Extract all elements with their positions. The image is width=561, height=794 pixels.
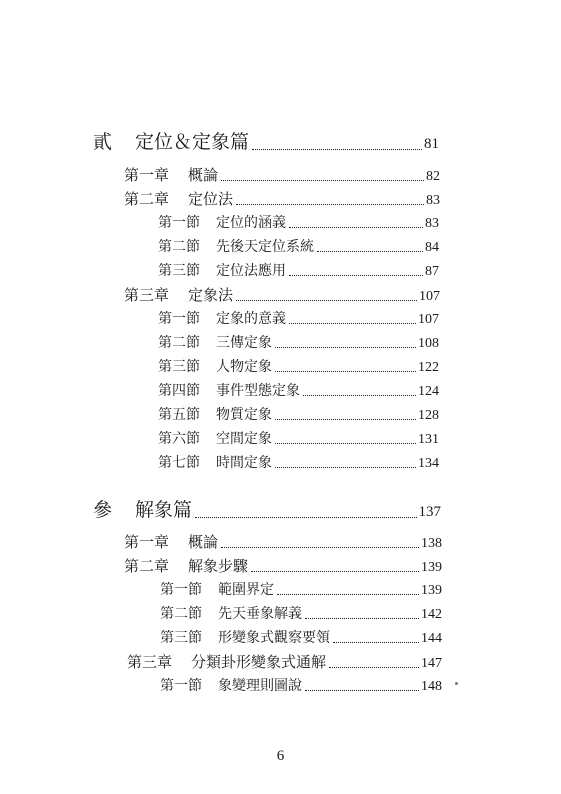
dot-leader [275, 419, 416, 420]
section-number: 第六節 [158, 431, 200, 447]
toc-section [158, 212, 439, 232]
toc-section [160, 603, 442, 623]
chapter-title: 定象法 [188, 286, 234, 304]
page-ref: 134 [418, 456, 439, 471]
dot-leader [252, 149, 422, 150]
page-ref: 148 [421, 679, 442, 694]
section-title: 形變象式觀察要領 [218, 630, 330, 646]
chapter-number: 第一章 [124, 533, 170, 551]
page-ref: 81 [424, 136, 439, 152]
chapter-title: 概論 [188, 533, 219, 551]
chapter-number: 第二章 [124, 190, 170, 208]
page-ref: 107 [419, 289, 440, 304]
chapter-number: 第三章 [124, 286, 170, 304]
chapter-number: 第二章 [124, 557, 170, 575]
section-title: 先天垂象解義 [218, 606, 302, 622]
section-number: 第二節 [160, 606, 202, 622]
page-ref: 138 [421, 536, 442, 551]
page-ref: 107 [418, 312, 439, 327]
section-number: 第七節 [158, 455, 200, 471]
section-number: 第一節 [158, 215, 200, 231]
toc-chapter [124, 531, 442, 552]
section-number: 第三節 [160, 630, 202, 646]
section-number: 第三節 [158, 359, 200, 375]
page-ref: 142 [421, 607, 442, 622]
section-title: 三傳定象 [216, 335, 272, 351]
page-ref: 82 [426, 169, 440, 184]
dot-leader [275, 443, 416, 444]
toc-section [158, 332, 439, 352]
scan-speck [455, 682, 458, 685]
toc-section [158, 428, 439, 448]
page-ref: 131 [418, 432, 439, 447]
chapter-title: 解象步驟 [188, 557, 249, 575]
toc-section [160, 675, 442, 695]
page-ref: 124 [418, 384, 439, 399]
page-ref: 137 [418, 504, 441, 520]
dot-leader [195, 517, 416, 518]
dot-leader [251, 571, 419, 572]
section-number: 第一節 [158, 311, 200, 327]
section-number: 第二節 [158, 335, 200, 351]
dot-leader [275, 347, 416, 348]
page-ref: 139 [421, 560, 442, 575]
dot-leader [221, 180, 424, 181]
section-number: 第二節 [158, 239, 200, 255]
section-title: 範圍界定 [218, 582, 274, 598]
page-ref: 144 [421, 631, 442, 646]
toc-chapter [124, 164, 440, 185]
section-title: 定位的涵義 [216, 215, 286, 231]
dot-leader [289, 227, 423, 228]
section-number: 第五節 [158, 407, 200, 423]
toc-chapter [124, 555, 442, 576]
section-title: 時間定象 [216, 455, 272, 471]
toc-section [160, 579, 442, 599]
chapter-number: 第一章 [124, 166, 170, 184]
dot-leader [305, 618, 419, 619]
dot-leader [236, 204, 424, 205]
page-ref: 83 [425, 216, 439, 231]
dot-leader [277, 594, 419, 595]
section-title: 事件型態定象 [216, 383, 300, 399]
page-ref: 108 [418, 336, 439, 351]
dot-leader [305, 690, 419, 691]
dot-leader [289, 275, 423, 276]
part-title: 解象篇 [135, 499, 193, 521]
section-number: 第四節 [158, 383, 200, 399]
dot-leader [289, 323, 416, 324]
dot-leader [329, 667, 419, 668]
toc-section [160, 627, 442, 647]
toc-section [158, 452, 439, 472]
toc-chapter [124, 188, 440, 209]
chapter-title: 概論 [188, 166, 219, 184]
page-ref: 139 [421, 583, 442, 598]
toc-section [158, 404, 439, 424]
page-ref: 122 [418, 360, 439, 375]
toc-section [158, 308, 439, 328]
toc-section [158, 380, 439, 400]
section-title: 定位法應用 [216, 263, 286, 279]
part-number: 貳 [93, 131, 113, 153]
chapter-title: 定位法 [188, 190, 234, 208]
toc-section [158, 260, 439, 280]
toc-section [158, 356, 439, 376]
toc-part [93, 495, 441, 522]
part-title: 定位＆定象篇 [135, 131, 250, 153]
toc-section [158, 236, 439, 256]
dot-leader [275, 467, 416, 468]
chapter-number: 第三章 [127, 653, 173, 671]
section-number: 第三節 [158, 263, 200, 279]
section-number: 第一節 [160, 582, 202, 598]
page-ref: 84 [425, 240, 439, 255]
section-title: 人物定象 [216, 359, 272, 375]
section-title: 空間定象 [216, 431, 272, 447]
dot-leader [333, 642, 419, 643]
part-number: 參 [93, 499, 113, 521]
page-ref: 147 [421, 656, 442, 671]
toc-chapter [124, 284, 440, 305]
section-title: 先後天定位系統 [216, 239, 314, 255]
dot-leader [275, 371, 416, 372]
chapter-title: 分類卦形變象式通解 [191, 653, 327, 671]
section-title: 象變理則圖說 [218, 678, 302, 694]
page-ref: 128 [418, 408, 439, 423]
dot-leader [303, 395, 416, 396]
page-number: 6 [276, 748, 285, 764]
dot-leader [236, 300, 417, 301]
dot-leader [317, 251, 423, 252]
section-title: 物質定象 [216, 407, 272, 423]
dot-leader [221, 547, 419, 548]
page-ref: 87 [425, 264, 439, 279]
page-ref: 83 [426, 193, 440, 208]
toc-chapter [127, 651, 442, 672]
section-number: 第一節 [160, 678, 202, 694]
section-title: 定象的意義 [216, 311, 286, 327]
toc-part [93, 127, 439, 154]
